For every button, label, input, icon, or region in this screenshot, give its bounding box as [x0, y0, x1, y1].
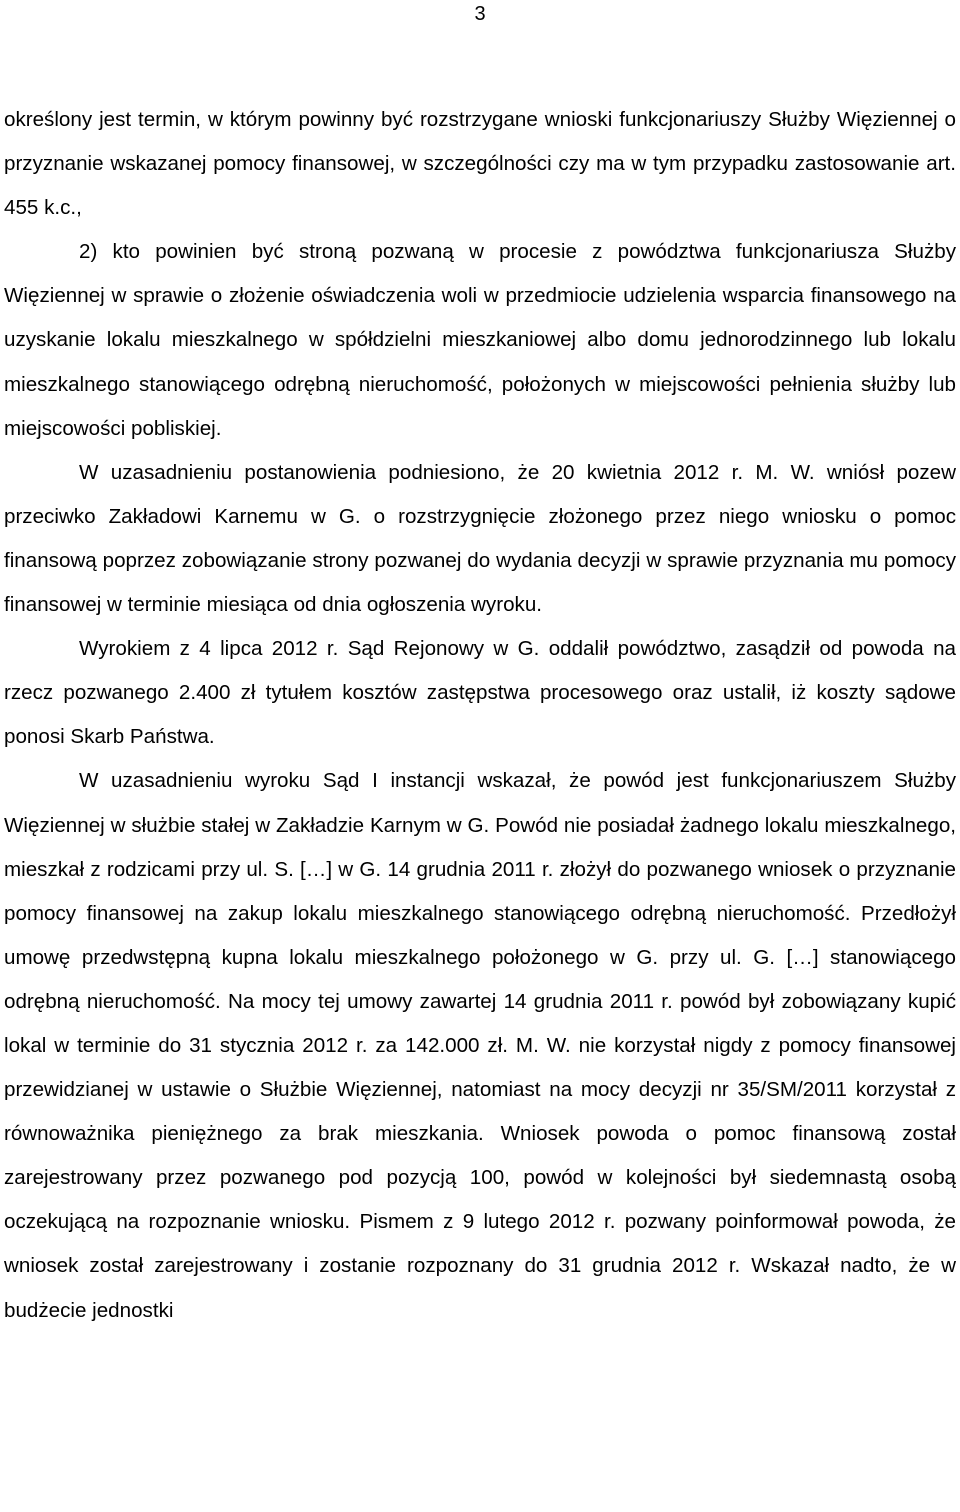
paragraph-5: W uzasadnieniu wyroku Sąd I instancji wskazał, że powód jest funkcjonariuszem Służby Więziennej w służbie stałej w Zakładzie Karnym w G. Powód nie posiadał żadnego lokalu mieszkalnego, mieszkał z rodzicami przy ul. S. […] w G. 14 grudnia 2011 r. złożył do pozwanego wniosek o przyznanie pomocy finansowej na zakup lokalu mieszkalnego stanowiącego odrębną nieruchomość. Przedłożył umowę przedwstępną kupna lokalu mieszkalnego położonego w G. przy ul. G. […] stanowiącego odrębną nieruchomość. Na mocy tej umowy zawartej 14 grudnia 2011 r. powód był zobowiązany kupić lokal w terminie do 31 stycznia 2012 r. za 142.000 zł. M. W. nie korzystał nigdy z pomocy finansowej przewidzianej w ustawie o Służbie Więziennej, natomiast na mocy decyzji nr 35/SM/2011 korzystał z równoważnika pieniężnego za brak mieszkania. Wniosek powoda o pomoc finansową został zarejestrowany przez pozwanego pod pozycją 100, powód w kolejności był siedemnastą osobą oczekującą na rozpoznanie wniosku. Pismem z 9 lutego 2012 r. pozwany poinformował powoda, że wniosek został zarejestrowany i zostanie rozpoznany do 31 grudnia 2012 r. Wskazał nadto, że w budżecie jednostki: [4, 769, 956, 1322]
paragraph-2: 2) kto powinien być stroną pozwaną w procesie z powództwa funkcjonariusza Służby Więziennej w sprawie o złożenie oświadczenia woli w przedmiocie udzielenia wsparcia finansowego na uzyskanie lokalu mieszkalnego w spółdzielni mieszkaniowej albo domu jednorodzinnego lub lokalu mieszkalnego stanowiącego odrębną nieruchomość, położonych w miejscowości pełnienia służby lub miejscowości pobliskiej.: [4, 240, 956, 440]
paragraph-1: określony jest termin, w którym powinny być rozstrzygane wnioski funkcjonariuszy Służby Więziennej o przyznanie wskazanej pomocy finansowej, w szczególności czy ma w tym przypadku zastosowanie art. 455 k.c.,: [4, 108, 956, 220]
document-body: [4, 98, 956, 1333]
paragraph-3: W uzasadnieniu postanowienia podniesiono, że 20 kwietnia 2012 r. M. W. wniósł pozew przeciwko Zakładowi Karnemu w G. o rozstrzygnięcie złożonego przez niego wniosku o pomoc finansową poprzez zobowiązanie strony pozwanej do wydania decyzji w sprawie przyznania mu pomocy finansowej w terminie miesiąca od dnia ogłoszenia wyroku.: [4, 460, 956, 617]
paragraph-4: Wyrokiem z 4 lipca 2012 r. Sąd Rejonowy w G. oddalił powództwo, zasądził od powoda na rzecz pozwanego 2.400 zł tytułem kosztów zastępstwa procesowego oraz ustalił, iż koszty sądowe ponosi Skarb Państwa.: [4, 637, 956, 749]
page-number: 3: [474, 3, 486, 25]
